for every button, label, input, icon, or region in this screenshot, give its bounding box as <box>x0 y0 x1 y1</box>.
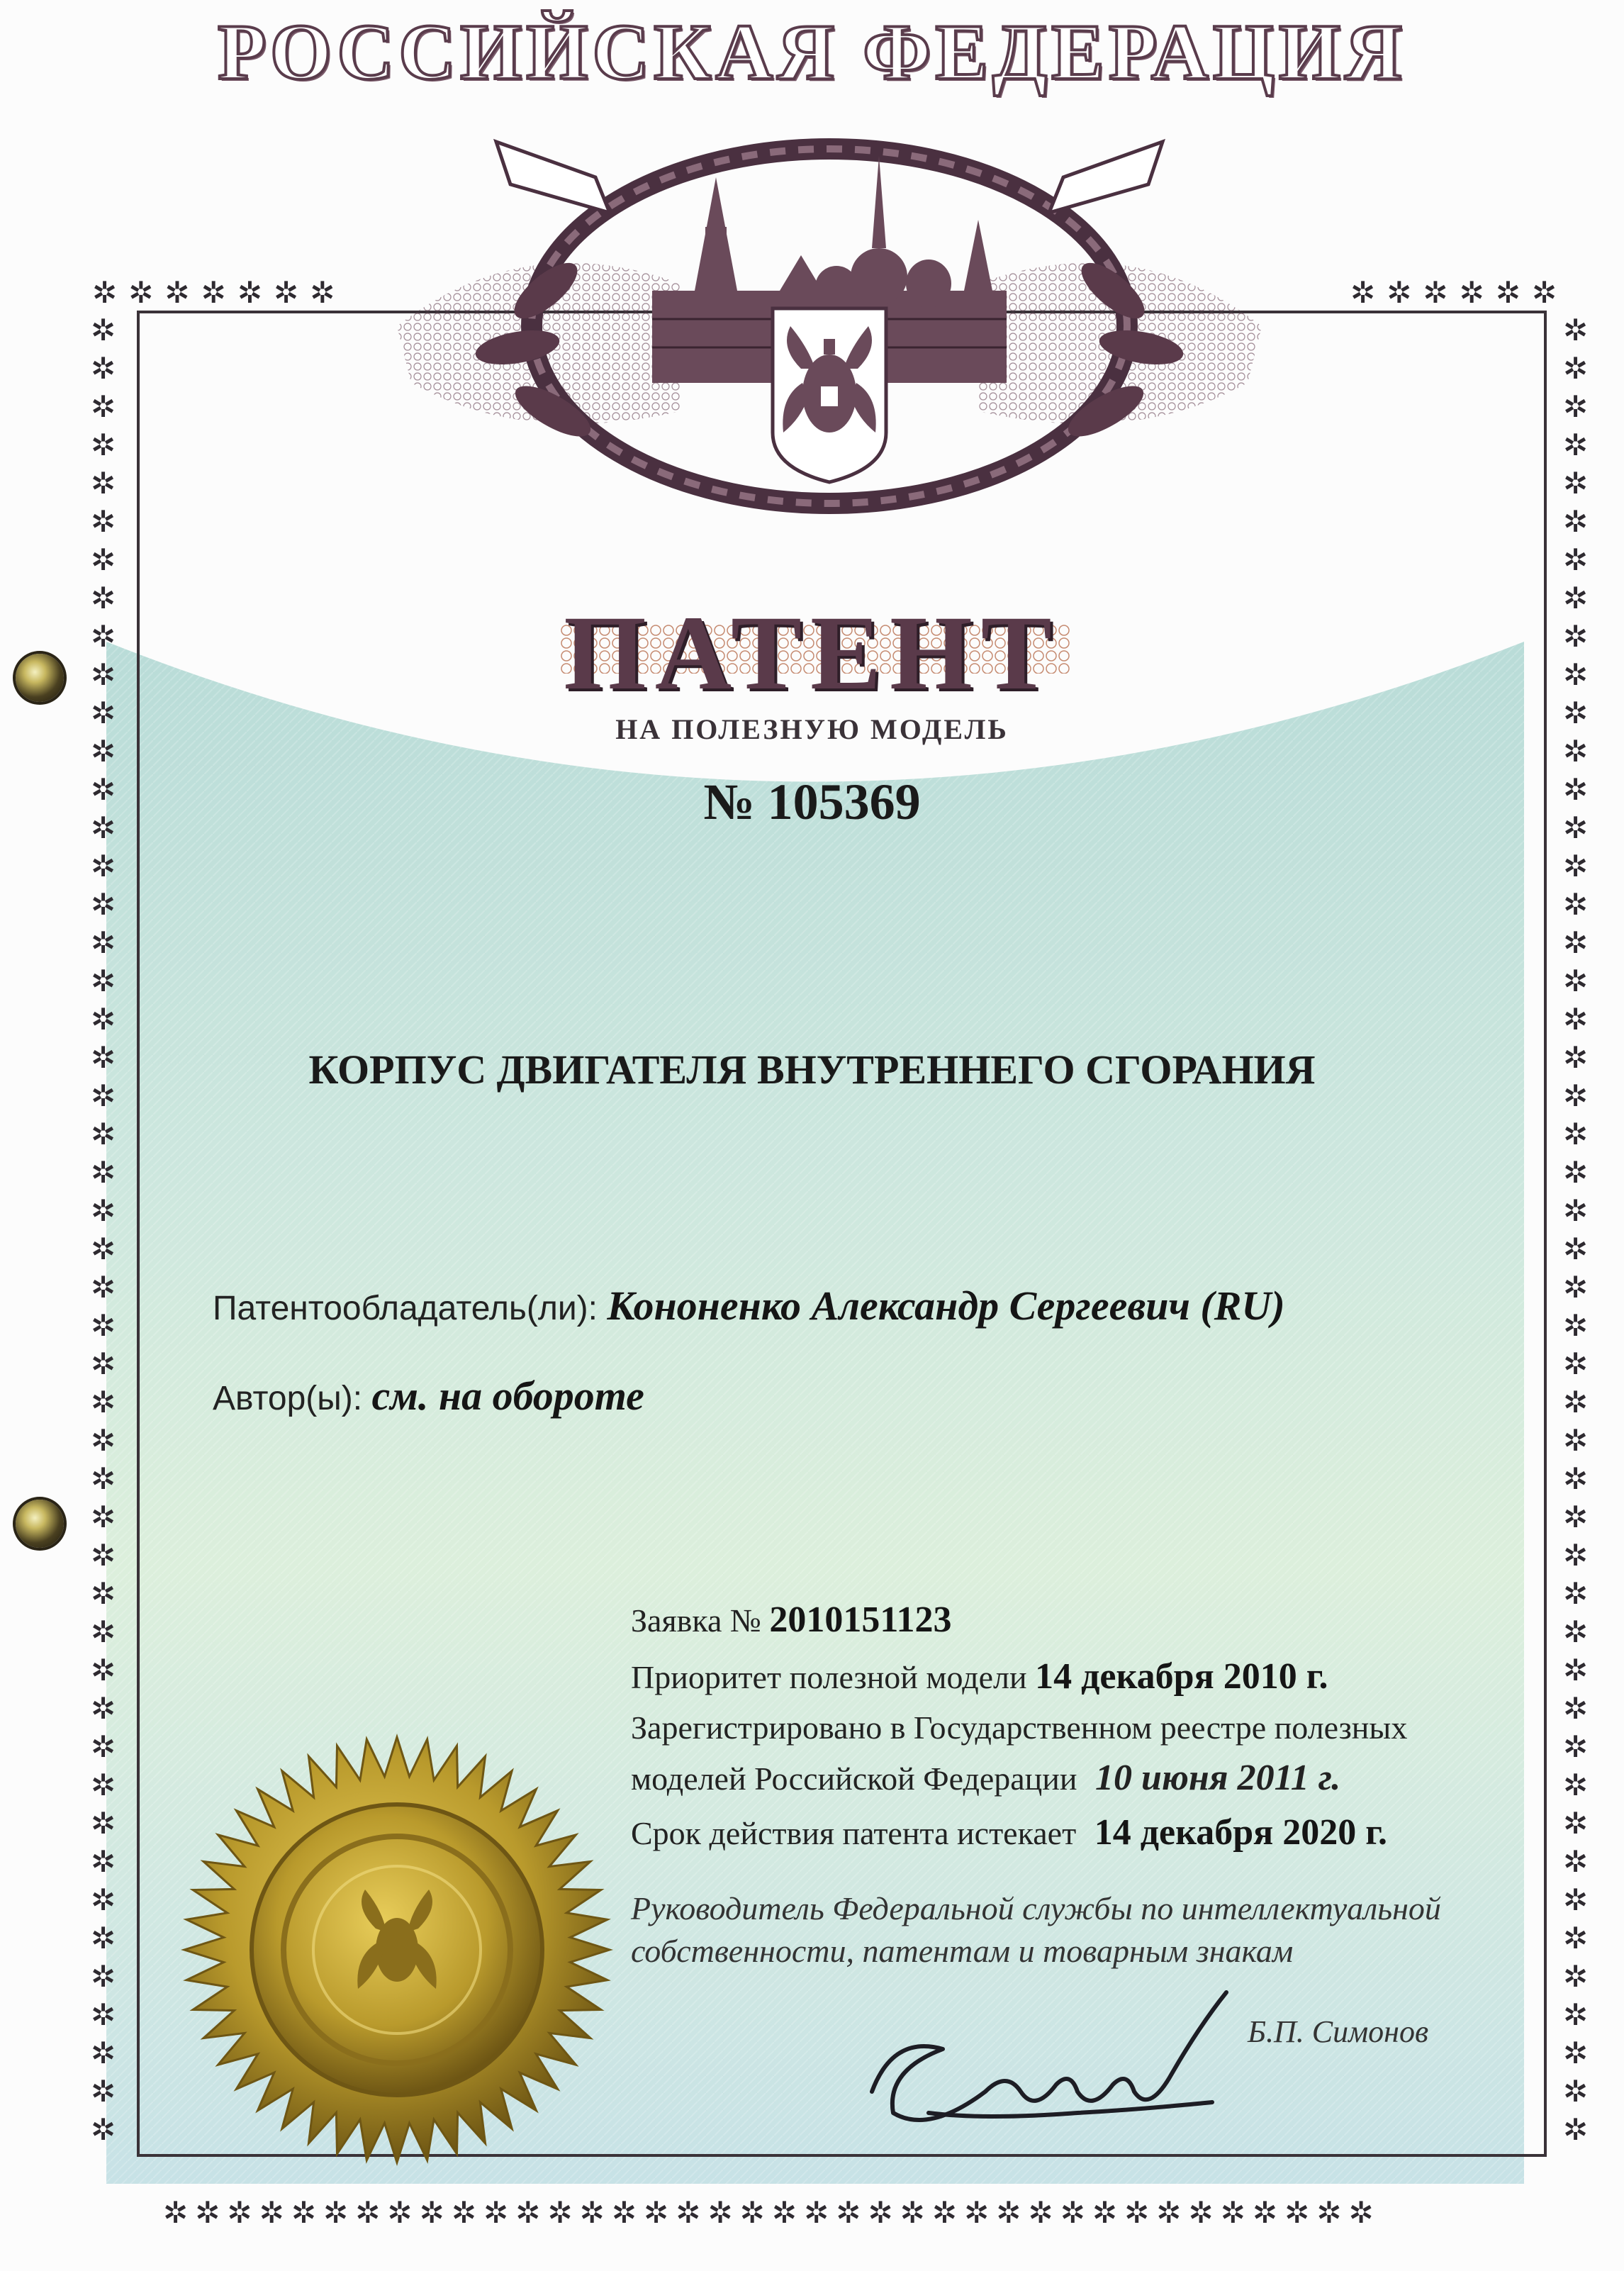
border-ornament-icon: ✲ <box>91 1959 116 1994</box>
border-ornament-icon: ✲ <box>91 1691 116 1726</box>
border-ornament-icon: ✲ <box>931 2195 958 2230</box>
border-ornament-icon: ✲ <box>1563 925 1589 960</box>
border-ornament-icon: ✲ <box>1563 504 1589 539</box>
registered-label: моделей Российской Федерации <box>631 1761 1077 1797</box>
author-line <box>213 1372 644 1419</box>
border-ornament-icon: ✲ <box>91 1385 116 1419</box>
border-ornament-icon: ✲ <box>91 964 116 998</box>
border-ornament-icon: ✲ <box>1563 1882 1589 1917</box>
border-ornament-icon: ✲ <box>1188 2195 1214 2230</box>
border-ornament-icon: ✲ <box>1563 1729 1589 1764</box>
border-ornament-icon: ✲ <box>1563 887 1589 922</box>
border-ornament-icon: ✲ <box>91 1882 116 1917</box>
application-label: Заявка № <box>631 1602 761 1639</box>
border-ornament-icon: ✲ <box>91 734 116 769</box>
ornament-row-top-right <box>1350 275 1557 310</box>
signatory-role-line-1: Руководитель Федеральной службы по интеллектуальной <box>631 1890 1441 1926</box>
border-ornament-icon: ✲ <box>91 1040 116 1075</box>
expiry-label: Срок действия патента истекает <box>631 1815 1077 1851</box>
invention-title: КОРПУС ДВИГАТЕЛЯ ВНУТРЕННЕГО СГОРАНИЯ <box>308 1047 1316 1093</box>
border-ornament-icon: ✲ <box>1563 1308 1589 1343</box>
border-ornament-icon: ✲ <box>483 2195 509 2230</box>
ornament-column-left <box>91 313 116 2147</box>
border-ornament-icon: ✲ <box>1563 772 1589 807</box>
border-ornament-icon: ✲ <box>91 2036 116 2070</box>
border-ornament-icon: ✲ <box>163 2195 189 2230</box>
border-ornament-icon: ✲ <box>1563 1155 1589 1190</box>
border-ornament-icon: ✲ <box>1156 2195 1182 2230</box>
border-ornament-icon: ✲ <box>1563 389 1589 424</box>
border-ornament-icon: ✲ <box>1563 1461 1589 1496</box>
border-ornament-icon: ✲ <box>1563 1117 1589 1151</box>
border-ornament-icon: ✲ <box>91 1193 116 1228</box>
registered-line-2 <box>631 1757 1340 1799</box>
border-ornament-icon: ✲ <box>91 1844 116 1879</box>
border-ornament-icon: ✲ <box>1563 1576 1589 1611</box>
border-ornament-icon: ✲ <box>1459 275 1484 310</box>
border-ornament-icon: ✲ <box>1563 1040 1589 1075</box>
border-ornament-icon: ✲ <box>91 1921 116 1955</box>
border-ornament-icon: ✲ <box>1563 1232 1589 1266</box>
border-ornament-icon: ✲ <box>1284 2195 1310 2230</box>
border-ornament-icon: ✲ <box>579 2195 605 2230</box>
border-ornament-icon: ✲ <box>1348 2195 1374 2230</box>
border-ornament-icon: ✲ <box>195 2195 220 2230</box>
border-ornament-icon: ✲ <box>1563 1002 1589 1037</box>
border-ornament-icon: ✲ <box>91 925 116 960</box>
country-title: РОССИЙСКАЯ ФЕДЕРАЦИЯ <box>218 9 1406 96</box>
border-ornament-icon: ✲ <box>91 696 116 730</box>
border-ornament-icon: ✲ <box>1563 1423 1589 1458</box>
border-ornament-icon: ✲ <box>1563 696 1589 730</box>
border-ornament-icon: ✲ <box>611 2195 637 2230</box>
application-value: 2010151123 <box>769 1600 952 1640</box>
border-ornament-icon: ✲ <box>92 275 118 310</box>
border-ornament-icon: ✲ <box>91 887 116 922</box>
author-value: см. на обороте <box>371 1373 644 1419</box>
border-ornament-icon: ✲ <box>771 2195 797 2230</box>
border-ornament-icon: ✲ <box>237 275 263 310</box>
border-ornament-icon: ✲ <box>323 2195 349 2230</box>
border-ornament-icon: ✲ <box>1563 1538 1589 1573</box>
border-ornament-icon: ✲ <box>1350 275 1376 310</box>
border-ornament-icon: ✲ <box>1563 1614 1589 1649</box>
border-ornament-icon: ✲ <box>1563 1270 1589 1305</box>
border-ornament-icon: ✲ <box>1563 1653 1589 1687</box>
border-ornament-icon: ✲ <box>227 2195 252 2230</box>
border-ornament-icon: ✲ <box>355 2195 381 2230</box>
border-ornament-icon: ✲ <box>91 1500 116 1534</box>
border-ornament-icon: ✲ <box>1028 2195 1053 2230</box>
border-ornament-icon: ✲ <box>1532 275 1557 310</box>
border-ornament-icon: ✲ <box>164 275 190 310</box>
border-ornament-icon: ✲ <box>91 657 116 692</box>
border-ornament-icon: ✲ <box>91 1423 116 1458</box>
author-label: Автор(ы): <box>213 1380 363 1417</box>
border-ornament-icon: ✲ <box>91 1997 116 2032</box>
priority-label: Приоритет полезной модели <box>631 1659 1027 1695</box>
border-ornament-icon: ✲ <box>259 2195 284 2230</box>
border-ornament-icon: ✲ <box>91 1346 116 1381</box>
border-ornament-icon: ✲ <box>91 313 116 347</box>
border-ornament-icon: ✲ <box>1563 734 1589 769</box>
border-ornament-icon: ✲ <box>91 581 116 615</box>
border-ornament-icon: ✲ <box>1563 1078 1589 1113</box>
border-ornament-icon: ✲ <box>91 1308 116 1343</box>
border-ornament-icon: ✲ <box>91 2074 116 2109</box>
border-ornament-icon: ✲ <box>91 772 116 807</box>
border-ornament-icon: ✲ <box>91 1653 116 1687</box>
ornament-row-top-left <box>92 275 335 310</box>
border-ornament-icon: ✲ <box>310 275 335 310</box>
border-ornament-icon: ✲ <box>1563 1193 1589 1228</box>
border-ornament-icon: ✲ <box>707 2195 733 2230</box>
handwritten-signature <box>844 1971 1241 2155</box>
border-ornament-icon: ✲ <box>1563 810 1589 845</box>
border-ornament-icon: ✲ <box>91 1806 116 1841</box>
border-ornament-icon: ✲ <box>91 1614 116 1649</box>
border-ornament-icon: ✲ <box>1252 2195 1278 2230</box>
border-ornament-icon: ✲ <box>1563 964 1589 998</box>
border-ornament-icon: ✲ <box>1563 1997 1589 2032</box>
ornament-column-right <box>1563 313 1589 2147</box>
holder-line <box>213 1282 1285 1329</box>
kremlin-engraving <box>383 113 1276 596</box>
border-ornament-icon: ✲ <box>996 2195 1021 2230</box>
border-ornament-icon: ✲ <box>1563 2074 1589 2109</box>
border-ornament-icon: ✲ <box>1563 619 1589 654</box>
border-ornament-icon: ✲ <box>1563 1691 1589 1726</box>
application-line <box>631 1599 951 1641</box>
border-ornament-icon: ✲ <box>91 1729 116 1764</box>
border-ornament-icon: ✲ <box>836 2195 861 2230</box>
border-ornament-icon: ✲ <box>804 2195 829 2230</box>
priority-value: 14 декабря 2010 г. <box>1035 1656 1328 1697</box>
document-type-title: ПАТЕНТ <box>564 594 1060 712</box>
border-ornament-icon: ✲ <box>1563 428 1589 462</box>
border-ornament-icon: ✲ <box>1563 2036 1589 2070</box>
border-ornament-icon: ✲ <box>1563 466 1589 501</box>
ornament-row-bottom <box>163 2195 1374 2230</box>
border-ornament-icon: ✲ <box>419 2195 444 2230</box>
border-ornament-icon: ✲ <box>1563 542 1589 577</box>
border-ornament-icon: ✲ <box>91 1270 116 1305</box>
border-ornament-icon: ✲ <box>291 2195 317 2230</box>
border-ornament-icon: ✲ <box>1563 1806 1589 1841</box>
border-ornament-icon: ✲ <box>1563 657 1589 692</box>
border-ornament-icon: ✲ <box>1387 275 1412 310</box>
border-ornament-icon: ✲ <box>1316 2195 1342 2230</box>
border-ornament-icon: ✲ <box>1220 2195 1245 2230</box>
border-ornament-icon: ✲ <box>1423 275 1448 310</box>
border-ornament-icon: ✲ <box>1124 2195 1150 2230</box>
border-ornament-icon: ✲ <box>91 389 116 424</box>
border-ornament-icon: ✲ <box>1495 275 1521 310</box>
border-ornament-icon: ✲ <box>964 2195 990 2230</box>
border-ornament-icon: ✲ <box>1563 1844 1589 1879</box>
expiry-line <box>631 1812 1387 1853</box>
border-ornament-icon: ✲ <box>91 1078 116 1113</box>
signatory-role-line-2: собственности, патентам и товарным знакам <box>631 1933 1294 1969</box>
border-ornament-icon: ✲ <box>387 2195 413 2230</box>
border-ornament-icon: ✲ <box>1092 2195 1118 2230</box>
border-ornament-icon: ✲ <box>1563 849 1589 883</box>
border-ornament-icon: ✲ <box>91 1002 116 1037</box>
holder-label: Патентообладатель(ли): <box>213 1290 598 1327</box>
border-ornament-icon: ✲ <box>91 504 116 539</box>
border-ornament-icon: ✲ <box>1563 1768 1589 1802</box>
border-ornament-icon: ✲ <box>91 1576 116 1611</box>
border-ornament-icon: ✲ <box>1563 2112 1589 2147</box>
border-ornament-icon: ✲ <box>91 1155 116 1190</box>
border-ornament-icon: ✲ <box>1563 1959 1589 1994</box>
registered-value: 10 июня 2011 г. <box>1095 1758 1341 1798</box>
border-ornament-icon: ✲ <box>547 2195 573 2230</box>
border-ornament-icon: ✲ <box>91 466 116 501</box>
border-ornament-icon: ✲ <box>91 1538 116 1573</box>
signatory-name: Б.П. Симонов <box>1248 2014 1429 2049</box>
registered-line-1: Зарегистрировано в Государственном реестре полезных <box>631 1709 1408 1746</box>
patent-number: № 105369 <box>703 774 921 830</box>
border-ornament-icon: ✲ <box>128 275 154 310</box>
document-subtitle: НА ПОЛЕЗНУЮ МОДЕЛЬ <box>615 713 1009 745</box>
border-ornament-icon: ✲ <box>91 2112 116 2147</box>
border-ornament-icon: ✲ <box>451 2195 477 2230</box>
border-ornament-icon: ✲ <box>676 2195 701 2230</box>
border-ornament-icon: ✲ <box>1563 1385 1589 1419</box>
border-ornament-icon: ✲ <box>868 2195 893 2230</box>
priority-line <box>631 1656 1328 1697</box>
border-ornament-icon: ✲ <box>91 1232 116 1266</box>
border-ornament-icon: ✲ <box>1563 1500 1589 1534</box>
expiry-value: 14 декабря 2020 г. <box>1094 1812 1388 1853</box>
border-ornament-icon: ✲ <box>91 1461 116 1496</box>
holder-value: Кононенко Александр Сергеевич (RU) <box>607 1283 1285 1329</box>
border-ornament-icon: ✲ <box>201 275 226 310</box>
border-ornament-icon: ✲ <box>91 542 116 577</box>
border-ornament-icon: ✲ <box>1563 313 1589 347</box>
border-ornament-icon: ✲ <box>274 275 299 310</box>
border-ornament-icon: ✲ <box>1563 1346 1589 1381</box>
border-ornament-icon: ✲ <box>1563 581 1589 615</box>
border-ornament-icon: ✲ <box>1060 2195 1085 2230</box>
border-ornament-icon: ✲ <box>91 351 116 386</box>
border-ornament-icon: ✲ <box>515 2195 541 2230</box>
border-ornament-icon: ✲ <box>91 1768 116 1802</box>
border-ornament-icon: ✲ <box>739 2195 765 2230</box>
border-ornament-icon: ✲ <box>91 849 116 883</box>
border-ornament-icon: ✲ <box>91 1117 116 1151</box>
border-ornament-icon: ✲ <box>1563 351 1589 386</box>
gold-seal <box>177 1730 617 2170</box>
border-ornament-icon: ✲ <box>900 2195 925 2230</box>
border-ornament-icon: ✲ <box>91 619 116 654</box>
binder-hole-bottom <box>16 1500 64 1548</box>
border-ornament-icon: ✲ <box>91 810 116 845</box>
border-ornament-icon: ✲ <box>1563 1921 1589 1955</box>
border-ornament-icon: ✲ <box>91 428 116 462</box>
border-ornament-icon: ✲ <box>644 2195 669 2230</box>
